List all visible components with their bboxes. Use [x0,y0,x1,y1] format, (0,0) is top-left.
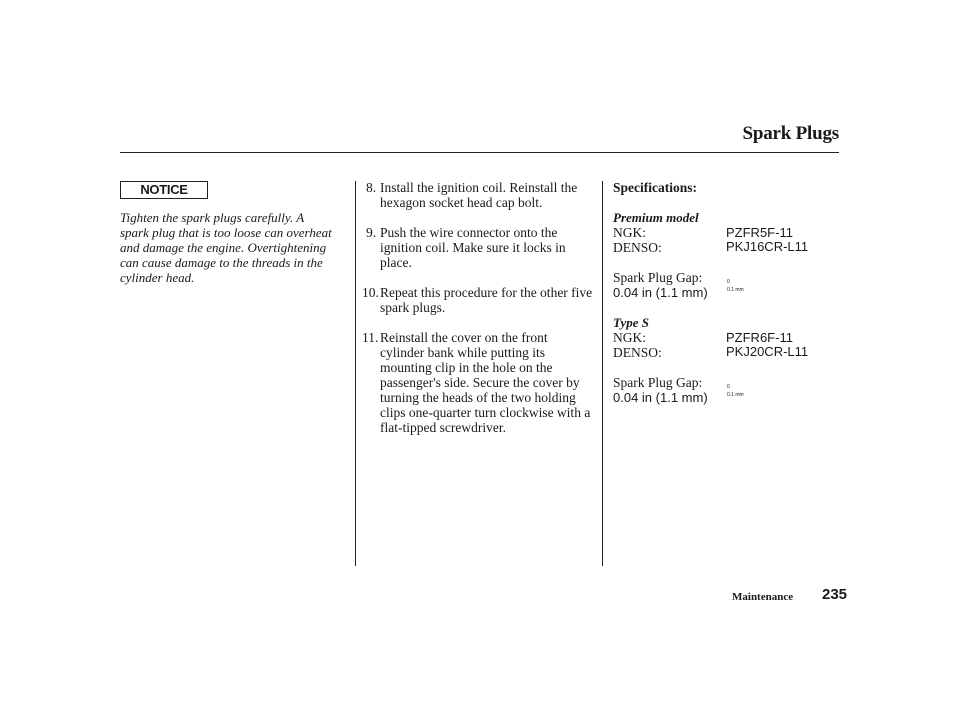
denso-value: PKJ20CR-L11 [726,344,809,359]
premium-denso-row [613,240,839,255]
tolerance-upper: 0 [727,279,730,285]
gap-tolerance [727,383,744,399]
types-gap-row [613,384,839,405]
specifications [613,180,839,405]
denso-label: DENSO: [613,345,662,360]
tolerance-lower: 0.1 mm [727,287,744,293]
procedure-steps [362,180,594,450]
tolerance-lower: 0.1 mm [727,392,744,398]
step-number: 10. [362,285,379,300]
notice-label: NOTICE [120,181,208,199]
step-number: 11. [362,330,379,345]
header-rule [120,152,839,153]
types-gap-label: Spark Plug Gap: [613,375,703,390]
ngk-value: PZFR5F-11 [726,225,793,240]
gap-value: 0.04 in (1.1 mm) [613,390,708,405]
types-denso-row [613,345,839,360]
notice-text: Tighten the spark plugs carefully. A spark plug that is too loose can overheat and damage the engine. Overtightening can cause damage to the threads in the cylinder head. [120,210,332,285]
step-11 [362,330,594,435]
denso-label: DENSO: [613,240,662,255]
ngk-label: NGK: [613,330,646,345]
step-10 [362,285,594,315]
page-title: Spark Plugs [742,123,839,144]
step-text: Push the wire connector onto the ignition coil. Make sure it locks in place. [380,225,566,270]
step-number: 8. [366,180,377,195]
step-text: Reinstall the cover on the front cylinder bank while putting its mounting clip in the hole on the passenger's side. Secure the cover by turning the heads of the two holding clips one-quarter turn clockwise with a flat-tipped screwdriver. [380,330,591,435]
footer-section-name: Maintenance [732,591,794,603]
types-model-label: Type S [613,315,649,330]
step-8 [362,180,594,210]
ngk-value: PZFR6F-11 [726,330,793,345]
gap-value: 0.04 in (1.1 mm) [613,285,708,300]
ngk-label: NGK: [613,225,646,240]
premium-gap-row [613,279,839,300]
premium-ngk-row [613,225,839,240]
premium-model-label: Premium model [613,210,699,225]
types-ngk-row [613,330,839,345]
column-divider-left [355,181,356,566]
tolerance-upper: 0 [727,384,730,390]
page-number: 235 [822,586,848,603]
step-number: 9. [366,225,377,240]
specs-heading: Specifications: [613,180,697,195]
step-text: Repeat this procedure for the other five spark plugs. [380,285,593,315]
premium-gap-label: Spark Plug Gap: [613,270,703,285]
denso-value: PKJ16CR-L11 [726,239,809,254]
gap-tolerance [727,278,744,294]
step-text: Install the ignition coil. Reinstall the hexagon socket head cap bolt. [380,180,578,210]
column-divider-right [602,181,603,566]
step-9 [362,225,594,270]
